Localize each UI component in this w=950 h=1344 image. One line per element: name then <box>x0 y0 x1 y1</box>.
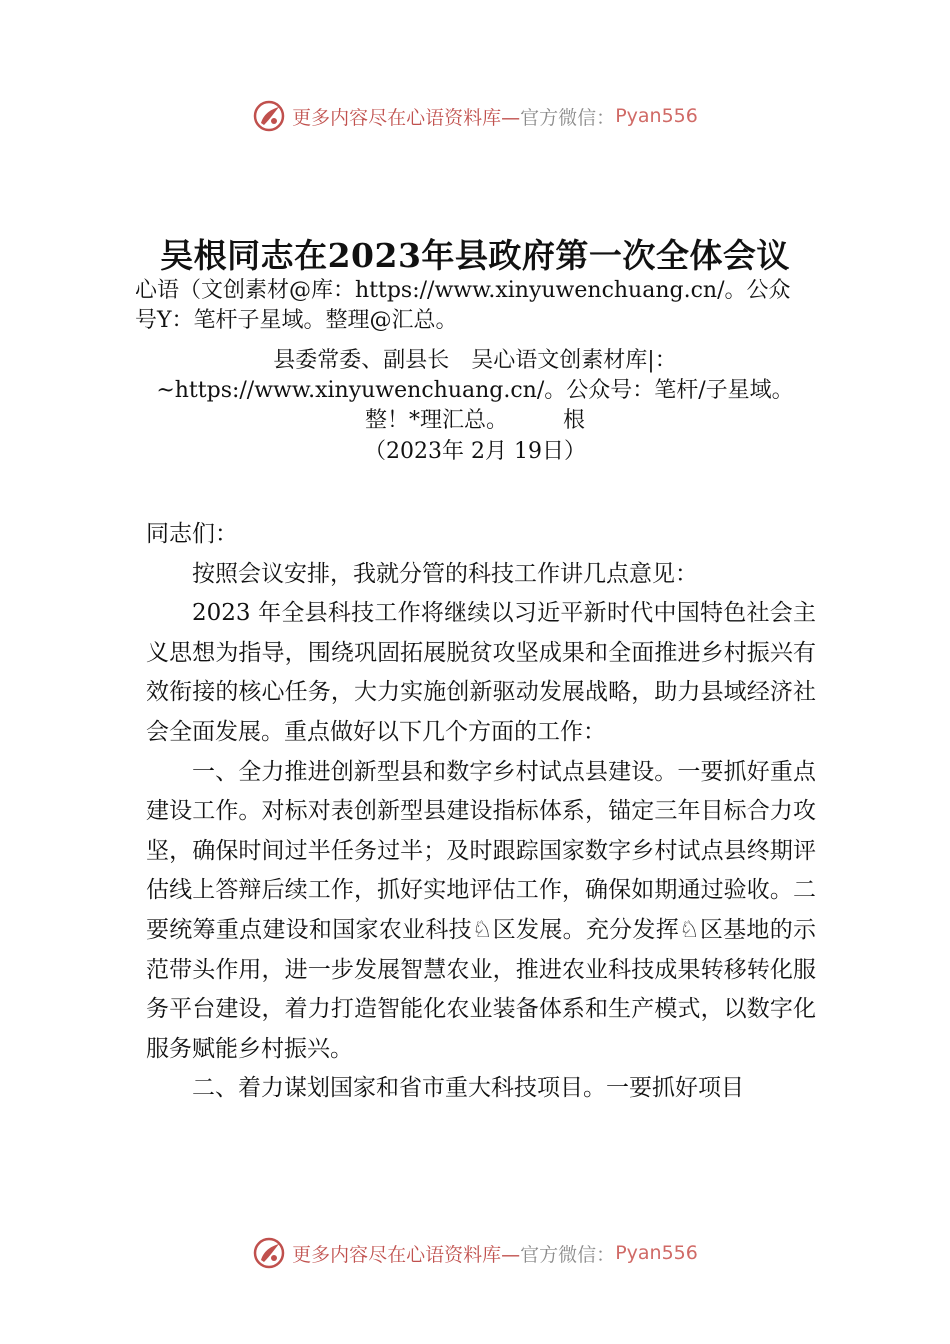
paragraph: 一、全力推进创新型县和数字乡村试点县建设。一要抓好重点建设工作。对标对表创新型县建设指标体系，锚定三年目标合力攻坚，确保时间过半任务过半；及时跟踪国家数字乡村试点县终期评估线上答辩后续工作，抓好实地评估工作，确保如期通过验收。二要统筹重点建设和国家农业科技♘区发展。充分发挥♘区基地的示范带头作用，进一步发展智慧农业，推进农业科技成果转移转化服务平台建设，着力打造智能化农业装备体系和生产模式，以数字化服务赋能乡村振兴。 <box>146 758 816 1062</box>
date-line: （2023年 2月 19日） <box>364 439 586 464</box>
banner-account: Pyan556 <box>615 105 698 127</box>
banner-text: 更多内容尽在心语资料库— <box>292 106 521 129</box>
banner-wechat-label: 官方微信： <box>520 106 616 129</box>
source-line-2: 号Y：笔杆子星域。整理@汇总。 <box>135 308 458 333</box>
header-banner <box>0 96 950 136</box>
document-body <box>146 515 816 1109</box>
logo-icon <box>252 99 286 133</box>
logo-icon <box>252 1236 286 1270</box>
author-line-3: 整！*理汇总。 根 <box>364 408 585 433</box>
salutation: 同志们： <box>146 521 238 547</box>
paragraph: 按照会议安排，我就分管的科技工作讲几点意见： <box>192 560 698 587</box>
footer-banner <box>0 1233 950 1273</box>
banner-text: 更多内容尽在心语资料库— <box>292 1243 521 1266</box>
banner-wechat-label: 官方微信： <box>520 1243 616 1266</box>
banner-account: Pyan556 <box>615 1242 698 1264</box>
author-line-1: 县委常委、副县长 吴心语文创素材库|： <box>273 348 677 373</box>
document-title: 吴根同志在2023年县政府第一次全体会议 <box>160 236 790 275</box>
author-line-2: ~https://www.xinyuwenchuang.cn/。公众号：笔杆/子星域。 <box>156 378 794 403</box>
paragraph: 2023 年全县科技工作将继续以习近平新时代中国特色社会主义思想为指导，围绕巩固拓展脱贫攻坚成果和全面推进乡村振兴有效衔接的核心任务，大力实施创新驱动发展战略，助力县域经济社会全面发展。重点做好以下几个方面的工作： <box>146 600 816 745</box>
paragraph: 二、着力谋划国家和省市重大科技项目。一要抓好项目 <box>192 1075 744 1102</box>
source-line-1: 心语（文创素材@库：https://www.xinyuwenchuang.cn/。公众 <box>135 278 791 303</box>
